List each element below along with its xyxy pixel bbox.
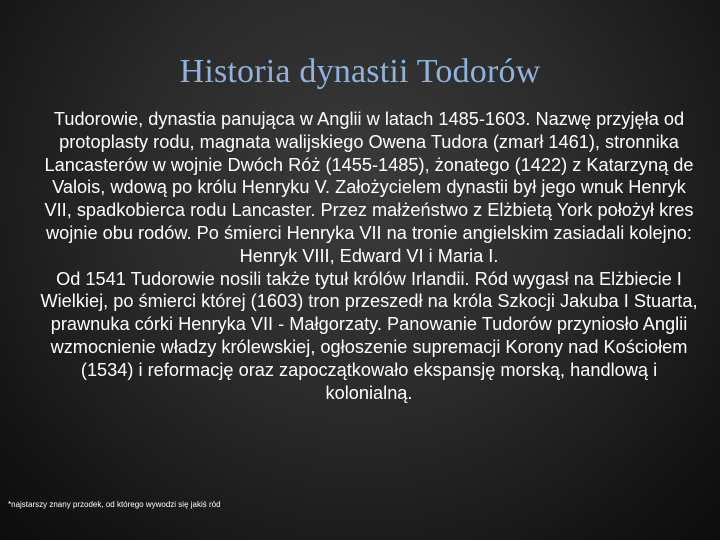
paragraph-1-lead: Tudorowie — [53, 109, 139, 129]
paragraph-2: Od 1541 Tudorowie nosili także tytuł królów Irlandii. Ród wygasł na Elżbiecie I Wielkiej, po śmierci której (1603) tron przeszedł na króla Szkocji Jakuba I Stuarta, prawnuka córki Henryka VII - Małgorzaty. Panowanie Tudorów przyniosło Anglii wzmocnienie władzy królewskiej, ogłoszenie supremacji Korony nad Kościołem (1534) i reformację oraz zapoczątkowało ekspansję morską, handlową i kolonialną. — [40, 268, 698, 403]
footnote: *najstarszy znany przodek, od którego wywodzi się jakiś ród — [8, 500, 221, 509]
paragraph-1-text: , dynastia panująca w Anglii w latach 1485-1603. Nazwę przyjęła od protoplasty rodu, magnata walijskiego Owena Tudora (zmarł 1461), stronnika Lancasterów w wojnie Dwóch Róż (1455-1485), żonatego (1422) z Katarzyną de Valois, wdową po królu Henryku V. Założycielem dynastii był jego wnuk Henryk VII, spadkobierca rodu Lancaster. Przez małżeństwo z Elżbietą York położył kres wojnie obu rodów. Po śmierci Henryka VII na tronie angielskim zasiadali kolejno: Henryk VIII, Edward VI i Maria I. — [44, 109, 694, 266]
slide-title: Historia dynastii Todorów — [179, 53, 541, 90]
paragraph-1 — [38, 108, 700, 268]
slide-body — [38, 108, 700, 404]
